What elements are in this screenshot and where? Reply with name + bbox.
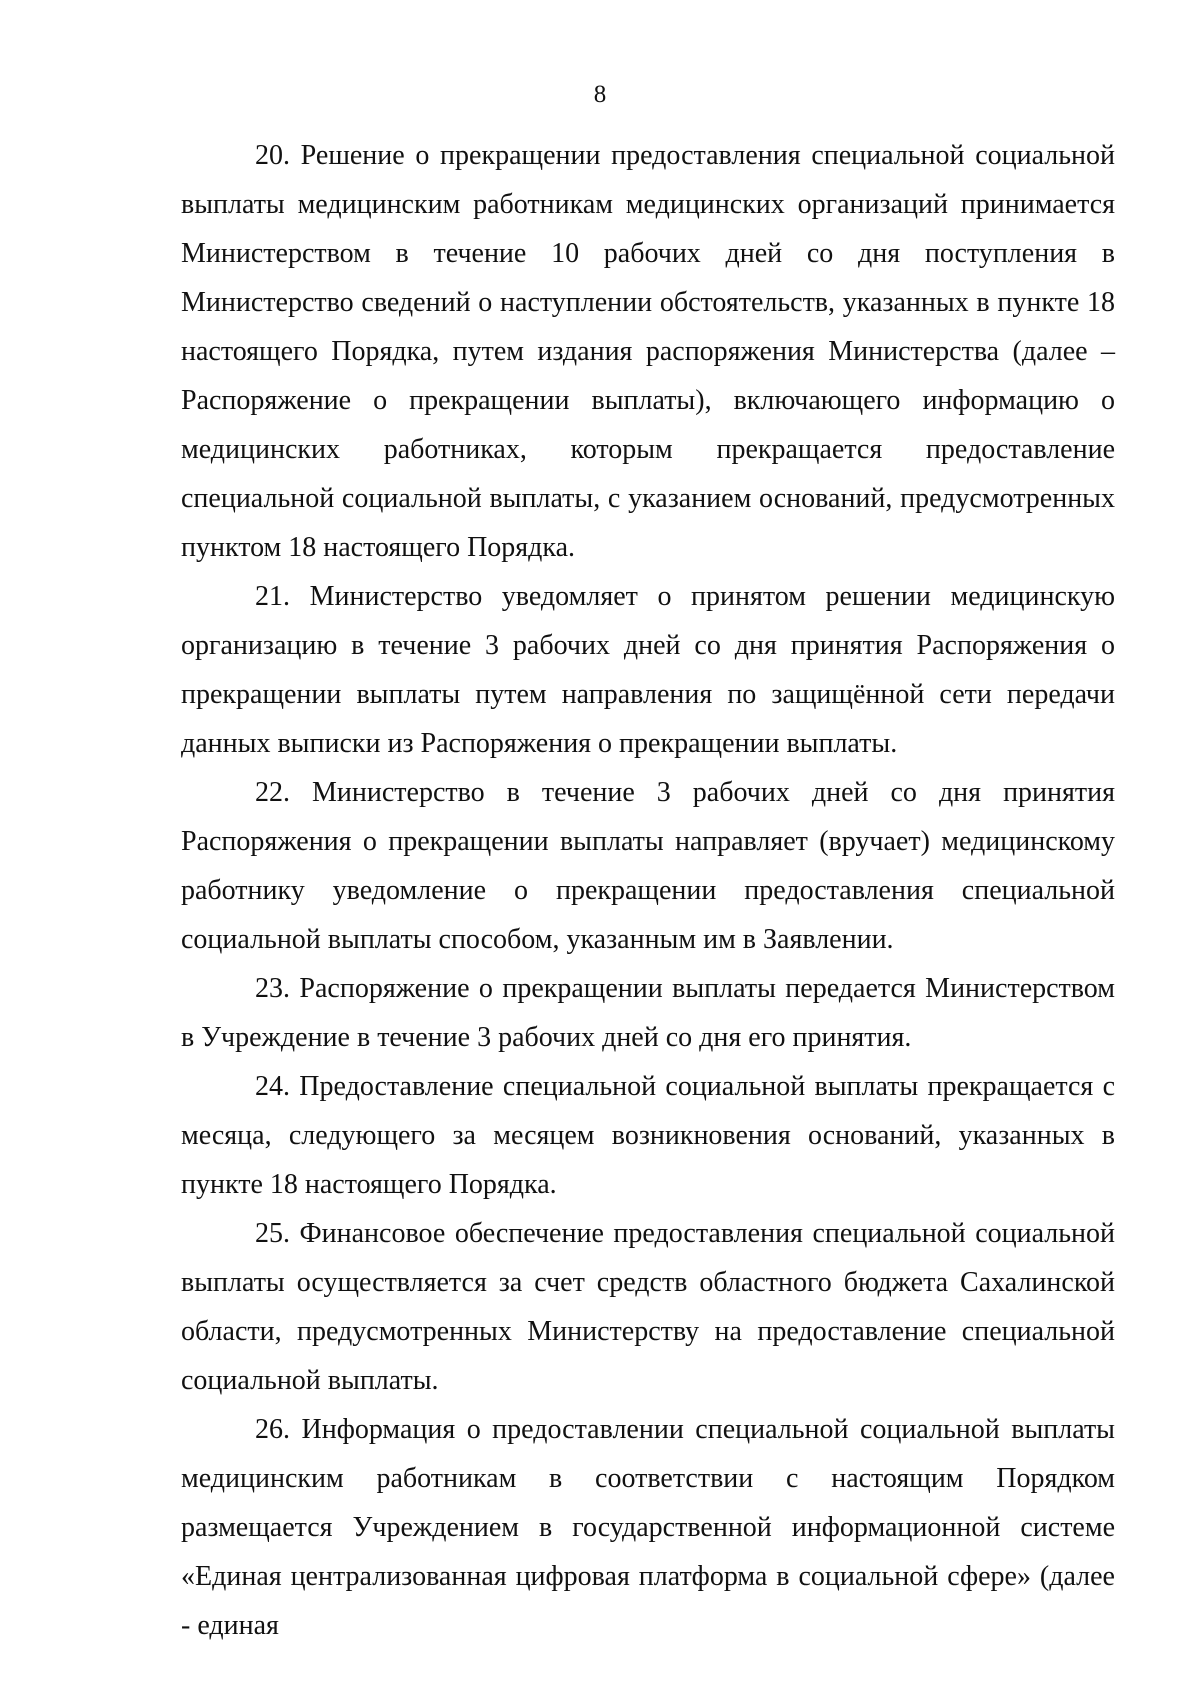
document-body (181, 131, 1115, 1650)
paragraph-23: 23. Распоряжение о прекращении выплаты передается Министерством в Учреждение в течение 3 рабочих дней со дня его принятия. (181, 973, 1115, 1053)
paragraph-21: 21. Министерство уведомляет о принятом решении медицинскую организацию в течение 3 рабочих дней со дня принятия Распоряжения о прекращении выплаты путем направления по защищённой сети передачи данных выписки из Распоряжения о прекращении выплаты. (181, 581, 1115, 759)
paragraph-24: 24. Предоставление специальной социальной выплаты прекращается с месяца, следующего за месяцем возникновения оснований, указанных в пункте 18 настоящего Порядка. (181, 1071, 1115, 1200)
paragraph-20: 20. Решение о прекращении предоставления специальной социальной выплаты медицинским работникам медицинских организаций принимается Министерством в течение 10 рабочих дней со дня поступления в Министерство сведений о наступлении обстоятельств, указанных в пункте 18 настоящего Порядка, путем издания распоряжения Министерства (далее – Распоряжение о прекращении выплаты), включающего информацию о медицинских работниках, которым прекращается предоставление специальной социальной выплаты, с указанием оснований, предусмотренных пунктом 18 настоящего Порядка. (181, 140, 1115, 563)
paragraph-22: 22. Министерство в течение 3 рабочих дней со дня принятия Распоряжения о прекращении выплаты направляет (вручает) медицинскому работнику уведомление о прекращении предоставления специальной социальной выплаты способом, указанным им в Заявлении. (181, 777, 1115, 955)
page-number: 8 (593, 81, 607, 108)
paragraph-25: 25. Финансовое обеспечение предоставления специальной социальной выплаты осуществляется за счет средств областного бюджета Сахалинской области, предусмотренных Министерству на предоставление специальной социальной выплаты. (181, 1218, 1115, 1396)
paragraph-26: 26. Информация о предоставлении специальной социальной выплаты медицинским работникам в соответствии с настоящим Порядком размещается Учреждением в государственной информационной системе «Единая централизованная цифровая платформа в социальной сфере» (далее - единая (181, 1414, 1115, 1641)
